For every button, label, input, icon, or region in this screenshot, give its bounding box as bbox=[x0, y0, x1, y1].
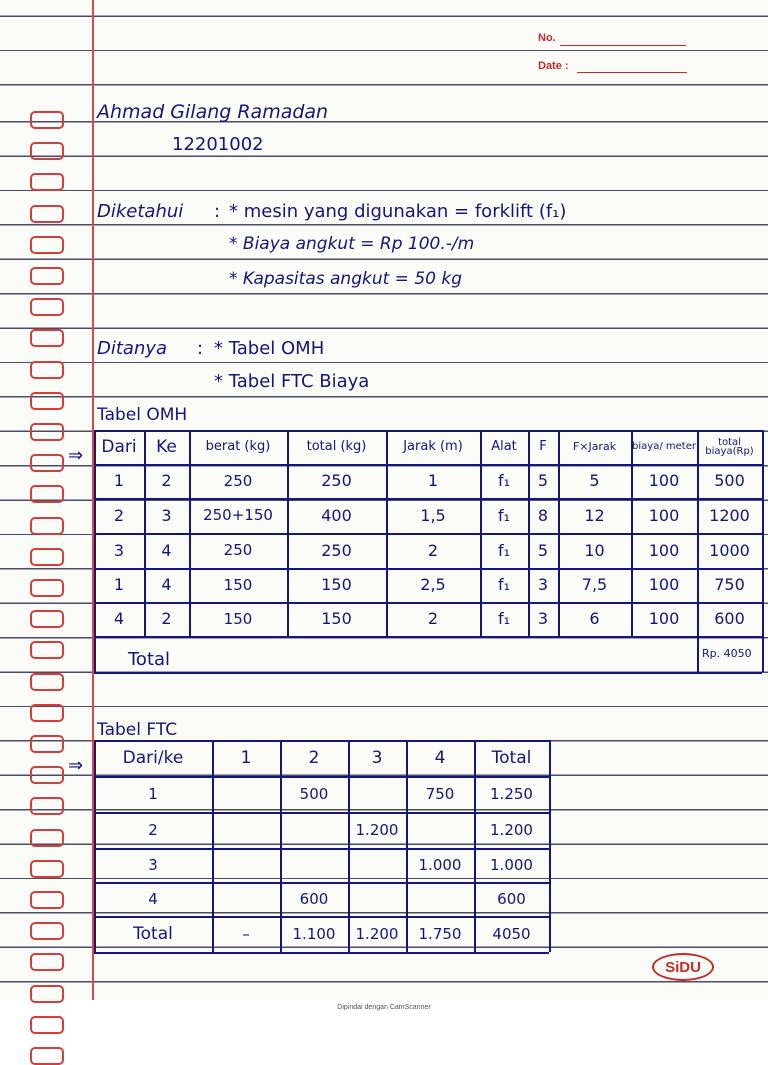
ftc-cell bbox=[348, 776, 406, 812]
omh-total-value: Rp. 4050 bbox=[702, 647, 752, 660]
no-label: No. bbox=[538, 32, 556, 44]
table-line bbox=[762, 430, 764, 672]
omh-cell: 4 bbox=[113, 609, 125, 629]
table-line bbox=[549, 740, 551, 952]
binding-ring bbox=[30, 205, 64, 223]
binding-ring bbox=[30, 1047, 64, 1065]
ftc-cell: 3 bbox=[148, 855, 158, 874]
omh-header-cell: Ke bbox=[156, 436, 177, 457]
omh-cell: 100 bbox=[648, 540, 680, 560]
ftc-cell: 1.200 bbox=[490, 820, 533, 839]
ftc-title: Tabel FTC bbox=[97, 720, 178, 740]
omh-cell: 1 bbox=[113, 575, 125, 595]
ftc-arrow: ⇒ bbox=[68, 755, 84, 776]
diketahui-colon: : bbox=[214, 201, 221, 222]
omh-cell: 250 bbox=[223, 471, 253, 490]
ftc-header-cell: Total bbox=[491, 747, 532, 768]
ftc-cell: 500 bbox=[299, 784, 329, 803]
ftc-cell: 1.200 bbox=[355, 820, 399, 839]
omh-cell: 100 bbox=[648, 505, 680, 525]
ftc-cell bbox=[280, 848, 348, 882]
omh-header-cell: Jarak (m) bbox=[403, 438, 463, 454]
omh-header-cell: Alat bbox=[491, 438, 517, 454]
omh-cell: 3 bbox=[537, 575, 549, 595]
omh-cell: 150 bbox=[321, 609, 352, 629]
brand-text: SiDU bbox=[665, 959, 701, 976]
omh-cell: 1,5 bbox=[420, 505, 446, 525]
omh-cell: 8 bbox=[537, 505, 549, 525]
ftc-total-cell: – bbox=[242, 924, 250, 943]
ftc-cell: 600 bbox=[299, 889, 329, 908]
binding-ring bbox=[30, 953, 64, 971]
omh-arrow: ⇒ bbox=[68, 445, 84, 466]
ftc-cell bbox=[212, 776, 280, 812]
ftc-cell: 1.000 bbox=[418, 855, 462, 874]
omh-cell: 10 bbox=[584, 540, 605, 560]
omh-cell: f₁ bbox=[497, 575, 511, 595]
ditanya-colon: : bbox=[197, 338, 204, 359]
omh-cell: 5 bbox=[537, 540, 549, 560]
ditanya-item-1: * Tabel OMH bbox=[214, 338, 325, 359]
omh-cell: 2 bbox=[113, 505, 125, 525]
binding-ring bbox=[30, 985, 64, 1003]
omh-cell: 100 bbox=[648, 609, 680, 629]
diketahui-item-2: * Biaya angkut = Rp 100.-/m bbox=[229, 234, 475, 254]
ftc-header-cell: 3 bbox=[371, 747, 383, 768]
ftc-cell: 600 bbox=[497, 889, 526, 908]
omh-cell: 3 bbox=[161, 505, 172, 525]
ftc-cell bbox=[348, 882, 406, 916]
binding-ring bbox=[30, 610, 64, 628]
ftc-header-cell: 1 bbox=[240, 747, 252, 768]
binding-ring bbox=[30, 173, 64, 191]
ftc-total-cell: 1.750 bbox=[418, 924, 462, 943]
binding-ring bbox=[30, 673, 64, 691]
ftc-header-cell: 4 bbox=[434, 747, 446, 768]
omh-cell: 3 bbox=[537, 609, 549, 629]
student-name: Ahmad Gilang Ramadan bbox=[97, 101, 329, 123]
binding-ring bbox=[30, 829, 64, 847]
binding-ring bbox=[30, 236, 64, 254]
omh-header-cell: biaya/ meter bbox=[632, 441, 696, 453]
ditanya-label: Ditanya bbox=[97, 338, 168, 359]
omh-cell: 3 bbox=[113, 540, 125, 560]
omh-cell: 150 bbox=[223, 609, 253, 628]
omh-cell: 7,5 bbox=[581, 575, 608, 595]
omh-header-cell: total (kg) bbox=[306, 438, 367, 454]
diketahui-item-1: * mesin yang digunakan = forklift (f₁) bbox=[229, 201, 567, 222]
binding-ring bbox=[30, 860, 64, 878]
ditanya-item-2: * Tabel FTC Biaya bbox=[214, 371, 370, 392]
omh-cell: f₁ bbox=[497, 540, 511, 560]
ftc-total-cell: 1.100 bbox=[292, 924, 336, 943]
omh-header-cell: F bbox=[539, 438, 547, 454]
binding-ring bbox=[30, 361, 64, 379]
binding-ring bbox=[30, 423, 64, 441]
ftc-cell bbox=[280, 812, 348, 848]
ftc-cell: 4 bbox=[148, 889, 158, 908]
binding-ring bbox=[30, 329, 64, 347]
binding-ring bbox=[30, 548, 64, 566]
binding-ring bbox=[30, 891, 64, 909]
ftc-cell bbox=[406, 882, 474, 916]
omh-header-cell: F×Jarak bbox=[572, 439, 617, 453]
omh-cell: 500 bbox=[714, 471, 745, 491]
omh-cell: 2 bbox=[161, 471, 172, 491]
omh-cell: 150 bbox=[321, 575, 352, 595]
omh-cell: 250 bbox=[321, 540, 352, 560]
omh-cell: f₁ bbox=[497, 505, 511, 525]
omh-cell: 2,5 bbox=[420, 575, 446, 595]
ftc-cell: 750 bbox=[425, 784, 455, 803]
binding-ring bbox=[30, 485, 64, 503]
binding-ring bbox=[30, 641, 64, 659]
omh-cell: 1000 bbox=[709, 540, 750, 560]
table-line bbox=[94, 672, 762, 674]
omh-cell: 250 bbox=[321, 471, 352, 491]
binding-ring bbox=[30, 142, 64, 160]
binding-ring bbox=[30, 1016, 64, 1034]
omh-cell: 5 bbox=[537, 471, 549, 491]
ftc-cell bbox=[212, 882, 280, 916]
binding-ring bbox=[30, 735, 64, 753]
omh-cell: 2 bbox=[161, 609, 172, 629]
ftc-total-cell: 1.200 bbox=[355, 924, 399, 943]
omh-cell: 600 bbox=[714, 609, 745, 629]
omh-total-label: Total bbox=[128, 649, 171, 670]
binding-ring bbox=[30, 922, 64, 940]
ftc-cell: 1.000 bbox=[490, 855, 533, 874]
ftc-cell bbox=[212, 812, 280, 848]
ftc-total-cell: Total bbox=[133, 923, 173, 944]
omh-cell: f₁ bbox=[497, 471, 511, 491]
date-label: Date : bbox=[538, 60, 569, 72]
binding-ring bbox=[30, 704, 64, 722]
omh-header-cell: Dari bbox=[101, 436, 137, 457]
omh-cell: 1200 bbox=[709, 505, 750, 525]
ftc-header-cell: Dari/ke bbox=[122, 747, 184, 768]
ftc-header-cell: 2 bbox=[308, 747, 320, 768]
date-line bbox=[577, 72, 687, 73]
scanner-footer: Dipindai dengan CamScanner bbox=[337, 1004, 431, 1011]
omh-cell: 250+150 bbox=[203, 506, 273, 525]
omh-cell: 6 bbox=[589, 609, 600, 629]
omh-cell: 5 bbox=[589, 471, 600, 491]
ftc-cell bbox=[212, 848, 280, 882]
binding-ring bbox=[30, 579, 64, 597]
omh-cell: 4 bbox=[161, 575, 172, 595]
ftc-cell bbox=[348, 848, 406, 882]
omh-cell: 250 bbox=[223, 541, 253, 560]
ftc-cell: 2 bbox=[148, 820, 158, 839]
omh-cell: 12 bbox=[584, 505, 605, 525]
omh-cell: 150 bbox=[223, 575, 253, 594]
ftc-cell: 1.250 bbox=[490, 784, 533, 803]
ftc-total-cell: 4050 bbox=[492, 924, 531, 943]
omh-cell: 4 bbox=[161, 540, 172, 560]
omh-cell: 2 bbox=[427, 609, 439, 629]
omh-header-cell: berat (kg) bbox=[205, 438, 271, 454]
omh-header-cell: total biaya(Rp) bbox=[705, 436, 754, 457]
no-line bbox=[560, 45, 686, 46]
binding-ring bbox=[30, 298, 64, 316]
omh-cell: 1 bbox=[113, 471, 125, 491]
diketahui-item-3: * Kapasitas angkut = 50 kg bbox=[229, 269, 462, 289]
omh-cell: 1 bbox=[427, 471, 439, 491]
binding-ring bbox=[30, 267, 64, 285]
binding-ring bbox=[30, 517, 64, 535]
binding-ring bbox=[30, 111, 64, 129]
binding-ring bbox=[30, 766, 64, 784]
omh-cell: 2 bbox=[427, 540, 439, 560]
ftc-cell bbox=[406, 812, 474, 848]
table-line bbox=[94, 636, 762, 638]
omh-title: Tabel OMH bbox=[97, 405, 188, 425]
omh-cell: 750 bbox=[714, 575, 745, 595]
student-id: 12201002 bbox=[172, 134, 264, 155]
omh-cell: 400 bbox=[321, 505, 352, 525]
sidu-logo bbox=[652, 953, 714, 981]
ftc-cell: 1 bbox=[148, 784, 158, 803]
omh-cell: 100 bbox=[648, 471, 680, 491]
omh-cell: f₁ bbox=[497, 609, 511, 629]
binding-ring bbox=[30, 797, 64, 815]
binding-ring bbox=[30, 454, 64, 472]
omh-cell: 100 bbox=[648, 575, 680, 595]
table-line bbox=[94, 952, 549, 954]
diketahui-label: Diketahui bbox=[97, 201, 184, 222]
binding-ring bbox=[30, 392, 64, 410]
